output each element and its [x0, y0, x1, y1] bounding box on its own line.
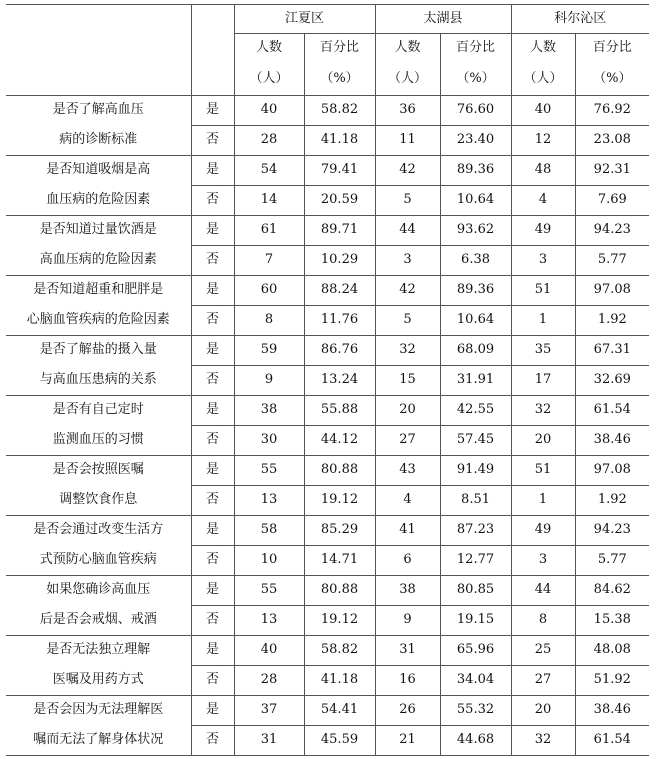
- question-cell: 高血压病的危险因素: [6, 246, 191, 276]
- answer-label: 否: [191, 186, 234, 216]
- count-cell: 9: [234, 366, 304, 396]
- percent-cell: 48.08: [575, 636, 649, 666]
- percent-cell: 76.92: [575, 96, 649, 126]
- percent-cell: 10.29: [304, 246, 375, 276]
- percent-cell: 41.18: [304, 126, 375, 156]
- count-cell: 31: [375, 636, 440, 666]
- question-cell: 心脑血管疾病的危险因素: [6, 306, 191, 336]
- count-cell: 35: [511, 336, 575, 366]
- header-blank-answer: [191, 5, 234, 96]
- question-cell: 式预防心脑血管疾病: [6, 546, 191, 576]
- count-cell: 6: [375, 546, 440, 576]
- count-cell: 40: [511, 96, 575, 126]
- table-row: [6, 456, 649, 486]
- count-cell: 10: [234, 546, 304, 576]
- answer-label: 否: [191, 126, 234, 156]
- percent-cell: 41.18: [304, 666, 375, 696]
- percent-cell: 1.92: [575, 486, 649, 516]
- percent-cell: 54.41: [304, 696, 375, 726]
- count-cell: 21: [375, 726, 440, 756]
- question-cell: 监测血压的习惯: [6, 426, 191, 456]
- question-cell: 是否会通过改变生活方: [6, 516, 191, 546]
- answer-label: 是: [191, 96, 234, 126]
- count-cell: 20: [375, 396, 440, 426]
- count-cell: 5: [375, 306, 440, 336]
- percent-cell: 44.12: [304, 426, 375, 456]
- answer-label: 是: [191, 396, 234, 426]
- table-row: [6, 636, 649, 666]
- count-cell: 8: [511, 606, 575, 636]
- table-row: [6, 276, 649, 306]
- table-row: [6, 126, 649, 156]
- percent-cell: 34.04: [440, 666, 511, 696]
- percent-cell: 84.62: [575, 576, 649, 606]
- percent-cell: 89.71: [304, 216, 375, 246]
- percent-cell: 97.08: [575, 276, 649, 306]
- answer-label: 否: [191, 606, 234, 636]
- count-cell: 15: [375, 366, 440, 396]
- percent-cell: 94.23: [575, 516, 649, 546]
- count-cell: 4: [375, 486, 440, 516]
- count-cell: 3: [511, 246, 575, 276]
- percent-cell: 5.77: [575, 246, 649, 276]
- percent-cell: 15.38: [575, 606, 649, 636]
- survey-table: [6, 4, 649, 756]
- table-row: [6, 96, 649, 126]
- percent-cell: 20.59: [304, 186, 375, 216]
- count-cell: 44: [375, 216, 440, 246]
- count-cell: 8: [234, 306, 304, 336]
- count-cell: 13: [234, 486, 304, 516]
- count-cell: 5: [375, 186, 440, 216]
- answer-label: 否: [191, 486, 234, 516]
- question-cell: 如果您确诊高血压: [6, 576, 191, 606]
- count-cell: 38: [375, 576, 440, 606]
- count-cell: 28: [234, 666, 304, 696]
- percent-cell: 51.92: [575, 666, 649, 696]
- percent-cell: 89.36: [440, 276, 511, 306]
- count-cell: 13: [234, 606, 304, 636]
- count-cell: 55: [234, 576, 304, 606]
- answer-label: 是: [191, 156, 234, 186]
- count-cell: 7: [234, 246, 304, 276]
- region-header: 科尔沁区: [511, 5, 649, 34]
- count-cell: 26: [375, 696, 440, 726]
- percent-cell: 79.41: [304, 156, 375, 186]
- percent-cell: 45.59: [304, 726, 375, 756]
- pct-header: 百分比: [440, 34, 511, 64]
- header-row-regions: [6, 5, 649, 34]
- pct-header: 百分比: [575, 34, 649, 64]
- percent-cell: 58.82: [304, 636, 375, 666]
- table-row: [6, 606, 649, 636]
- percent-cell: 14.71: [304, 546, 375, 576]
- percent-cell: 8.51: [440, 486, 511, 516]
- percent-cell: 42.55: [440, 396, 511, 426]
- question-cell: 是否会按照医嘱: [6, 456, 191, 486]
- question-cell: 调整饮食作息: [6, 486, 191, 516]
- percent-cell: 1.92: [575, 306, 649, 336]
- answer-label: 否: [191, 726, 234, 756]
- percent-cell: 38.46: [575, 696, 649, 726]
- question-cell: 后是否会戒烟、戒酒: [6, 606, 191, 636]
- table-row: [6, 726, 649, 756]
- percent-cell: 23.40: [440, 126, 511, 156]
- count-cell: 20: [511, 696, 575, 726]
- count-cell: 28: [234, 126, 304, 156]
- count-header: 人数: [375, 34, 440, 64]
- percent-cell: 61.54: [575, 726, 649, 756]
- table-row: [6, 186, 649, 216]
- table-body: [6, 96, 649, 756]
- percent-cell: 65.96: [440, 636, 511, 666]
- question-cell: 是否了解盐的摄入量: [6, 336, 191, 366]
- count-cell: 30: [234, 426, 304, 456]
- count-cell: 9: [375, 606, 440, 636]
- table-row: [6, 246, 649, 276]
- percent-cell: 6.38: [440, 246, 511, 276]
- percent-cell: 91.49: [440, 456, 511, 486]
- count-cell: 60: [234, 276, 304, 306]
- percent-cell: 89.36: [440, 156, 511, 186]
- count-cell: 20: [511, 426, 575, 456]
- count-cell: 3: [511, 546, 575, 576]
- percent-cell: 19.15: [440, 606, 511, 636]
- percent-cell: 11.76: [304, 306, 375, 336]
- count-cell: 4: [511, 186, 575, 216]
- percent-cell: 7.69: [575, 186, 649, 216]
- count-cell: 59: [234, 336, 304, 366]
- percent-cell: 67.31: [575, 336, 649, 366]
- count-cell: 54: [234, 156, 304, 186]
- percent-cell: 31.91: [440, 366, 511, 396]
- percent-cell: 61.54: [575, 396, 649, 426]
- percent-cell: 32.69: [575, 366, 649, 396]
- question-cell: 是否会因为无法理解医: [6, 696, 191, 726]
- count-cell: 37: [234, 696, 304, 726]
- percent-cell: 87.23: [440, 516, 511, 546]
- percent-cell: 55.32: [440, 696, 511, 726]
- count-cell: 42: [375, 276, 440, 306]
- percent-cell: 92.31: [575, 156, 649, 186]
- count-cell: 38: [234, 396, 304, 426]
- count-cell: 32: [511, 726, 575, 756]
- percent-cell: 58.82: [304, 96, 375, 126]
- answer-label: 是: [191, 276, 234, 306]
- percent-cell: 13.24: [304, 366, 375, 396]
- question-cell: 是否知道过量饮酒是: [6, 216, 191, 246]
- percent-cell: 97.08: [575, 456, 649, 486]
- percent-cell: 57.45: [440, 426, 511, 456]
- count-cell: 16: [375, 666, 440, 696]
- count-cell: 32: [375, 336, 440, 366]
- count-cell: 42: [375, 156, 440, 186]
- table-row: [6, 366, 649, 396]
- count-unit: （人）: [375, 64, 440, 96]
- count-cell: 31: [234, 726, 304, 756]
- count-cell: 61: [234, 216, 304, 246]
- answer-label: 是: [191, 636, 234, 666]
- count-cell: 36: [375, 96, 440, 126]
- count-cell: 48: [511, 156, 575, 186]
- count-cell: 44: [511, 576, 575, 606]
- question-cell: 血压病的危险因素: [6, 186, 191, 216]
- table-row: [6, 486, 649, 516]
- count-cell: 40: [234, 636, 304, 666]
- count-header: 人数: [234, 34, 304, 64]
- table-row: [6, 336, 649, 366]
- percent-cell: 80.85: [440, 576, 511, 606]
- percent-cell: 68.09: [440, 336, 511, 366]
- percent-cell: 38.46: [575, 426, 649, 456]
- table-row: [6, 516, 649, 546]
- count-cell: 3: [375, 246, 440, 276]
- percent-cell: 88.24: [304, 276, 375, 306]
- percent-cell: 19.12: [304, 486, 375, 516]
- count-cell: 58: [234, 516, 304, 546]
- percent-cell: 19.12: [304, 606, 375, 636]
- count-cell: 27: [511, 666, 575, 696]
- count-cell: 12: [511, 126, 575, 156]
- table-row: [6, 156, 649, 186]
- percent-cell: 10.64: [440, 186, 511, 216]
- count-cell: 11: [375, 126, 440, 156]
- answer-label: 是: [191, 336, 234, 366]
- percent-cell: 86.76: [304, 336, 375, 366]
- region-header: 太湖县: [375, 5, 511, 34]
- table-row: [6, 396, 649, 426]
- question-cell: 嘱而无法了解身体状况: [6, 726, 191, 756]
- count-cell: 1: [511, 306, 575, 336]
- count-cell: 51: [511, 456, 575, 486]
- answer-label: 否: [191, 246, 234, 276]
- question-cell: 与高血压患病的关系: [6, 366, 191, 396]
- question-cell: 病的诊断标准: [6, 126, 191, 156]
- question-cell: 是否知道吸烟是高: [6, 156, 191, 186]
- count-cell: 27: [375, 426, 440, 456]
- answer-label: 是: [191, 696, 234, 726]
- table-row: [6, 216, 649, 246]
- percent-cell: 85.29: [304, 516, 375, 546]
- table-row: [6, 306, 649, 336]
- header-blank-question: [6, 5, 191, 96]
- pct-unit: （%）: [593, 70, 632, 86]
- percent-cell: 55.88: [304, 396, 375, 426]
- count-cell: 51: [511, 276, 575, 306]
- table-row: [6, 546, 649, 576]
- table-row: [6, 666, 649, 696]
- answer-label: 否: [191, 306, 234, 336]
- count-cell: 49: [511, 216, 575, 246]
- percent-cell: 94.23: [575, 216, 649, 246]
- count-cell: 14: [234, 186, 304, 216]
- percent-cell: 44.68: [440, 726, 511, 756]
- count-cell: 49: [511, 516, 575, 546]
- count-unit: （人）: [234, 64, 304, 96]
- question-cell: 是否无法独立理解: [6, 636, 191, 666]
- percent-cell: 80.88: [304, 456, 375, 486]
- question-cell: 是否有自己定时: [6, 396, 191, 426]
- region-header: 江夏区: [234, 5, 375, 34]
- count-cell: 55: [234, 456, 304, 486]
- count-cell: 40: [234, 96, 304, 126]
- percent-cell: 76.60: [440, 96, 511, 126]
- percent-cell: 80.88: [304, 576, 375, 606]
- answer-label: 否: [191, 666, 234, 696]
- count-header: 人数: [511, 34, 575, 64]
- table-row: [6, 426, 649, 456]
- percent-cell: 10.64: [440, 306, 511, 336]
- question-cell: 医嘱及用药方式: [6, 666, 191, 696]
- count-cell: 1: [511, 486, 575, 516]
- count-unit: （人）: [511, 64, 575, 96]
- question-cell: 是否了解高血压: [6, 96, 191, 126]
- question-cell: 是否知道超重和肥胖是: [6, 276, 191, 306]
- answer-label: 是: [191, 456, 234, 486]
- percent-cell: 12.77: [440, 546, 511, 576]
- table-row: [6, 576, 649, 606]
- percent-cell: 23.08: [575, 126, 649, 156]
- count-cell: 32: [511, 396, 575, 426]
- pct-header: 百分比: [304, 34, 375, 64]
- answer-label: 否: [191, 426, 234, 456]
- percent-cell: 5.77: [575, 546, 649, 576]
- answer-label: 否: [191, 546, 234, 576]
- answer-label: 是: [191, 516, 234, 546]
- count-cell: 25: [511, 636, 575, 666]
- count-cell: 41: [375, 516, 440, 546]
- answer-label: 是: [191, 216, 234, 246]
- pct-unit: （%）: [304, 64, 375, 96]
- count-cell: 17: [511, 366, 575, 396]
- answer-label: 否: [191, 366, 234, 396]
- table-row: [6, 696, 649, 726]
- pct-unit: （%）: [440, 64, 511, 96]
- percent-cell: 93.62: [440, 216, 511, 246]
- answer-label: 是: [191, 576, 234, 606]
- count-cell: 43: [375, 456, 440, 486]
